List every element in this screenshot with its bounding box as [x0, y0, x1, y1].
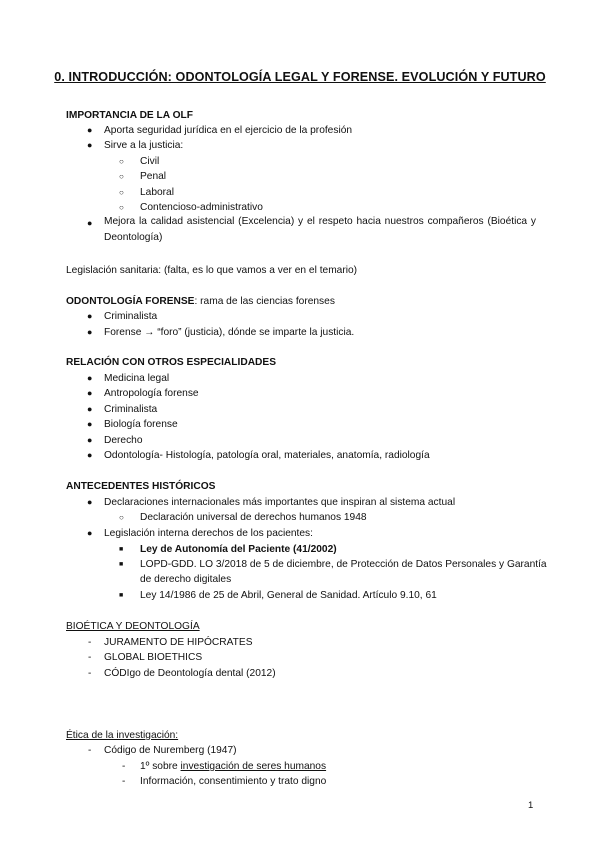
legislacion-note: Legislación sanitaria: (falta, es lo que vamos a ver en el temario): [66, 265, 358, 276]
circle-bullet-icon: ○: [119, 188, 124, 197]
square-bullet-icon: ■: [119, 592, 124, 599]
section-heading-antecedentes: ANTECEDENTES HISTÓRICOS: [66, 481, 216, 492]
bullet-icon: ●: [87, 125, 93, 135]
list-item: Criminalista: [104, 311, 158, 322]
list-item: Antropología forense: [104, 388, 199, 399]
list-item: Odontología- Histología, patología oral, materiales, anatomía, radiología: [104, 450, 430, 461]
bullet-icon: ●: [87, 388, 93, 398]
circle-bullet-icon: ○: [119, 157, 124, 166]
list-item: Biología forense: [104, 419, 178, 430]
circle-bullet-icon: ○: [119, 172, 124, 181]
list-item: Código de Nuremberg (1947): [104, 745, 237, 756]
list-item: Mejora la calidad asistencial (Excelencia) y el respeto hacia nuestros compañeros (Bioética y Deontología): [104, 216, 536, 243]
list-item: Contencioso-administrativo: [140, 202, 263, 213]
page-number: 1: [528, 800, 534, 811]
list-item: GLOBAL BIOETHICS: [104, 652, 203, 663]
list-item-prefix: 1º sobre: [140, 761, 181, 772]
bullet-icon: ●: [87, 419, 93, 429]
dash-bullet-icon: -: [122, 761, 126, 772]
list-item: Declaración universal de derechos humanos 1948: [140, 512, 367, 523]
list-item: Civil: [140, 156, 160, 167]
forense-definition-text: : rama de las ciencias forenses: [194, 296, 335, 307]
bullet-icon: ●: [87, 497, 93, 507]
list-item: JURAMENTO DE HIPÓCRATES: [104, 637, 253, 648]
square-bullet-icon: ■: [119, 546, 124, 553]
section-heading-importancia: IMPORTANCIA DE LA OLF: [66, 110, 193, 121]
square-bullet-icon: ■: [119, 561, 124, 568]
list-item: Aporta seguridad jurídica en el ejercicio de la profesión: [104, 125, 353, 136]
dash-bullet-icon: -: [88, 668, 92, 679]
bullet-icon: ●: [87, 373, 93, 383]
list-item-continuation: de derecho digitales: [140, 574, 232, 585]
list-item: Ley de Autonomía del Paciente (41/2002): [140, 544, 337, 555]
forense-definition: [66, 295, 335, 308]
bullet-icon: ●: [87, 140, 93, 150]
bullet-icon: ●: [87, 404, 93, 414]
section-heading-etica: Ética de la investigación:: [66, 730, 179, 741]
list-item: Sirve a la justicia:: [104, 140, 184, 151]
bullet-icon: ●: [87, 450, 93, 460]
list-item: Forense → “foro” (justicia), dónde se imparte la justicia.: [104, 327, 355, 338]
forense-term: ODONTOLOGÍA FORENSE: [66, 296, 195, 307]
bullet-icon: ●: [87, 528, 93, 538]
bullet-icon: ●: [87, 311, 93, 321]
bullet-icon: ●: [87, 435, 93, 445]
list-item: Derecho: [104, 435, 143, 446]
circle-bullet-icon: ○: [119, 513, 124, 522]
dash-bullet-icon: -: [122, 776, 126, 787]
dash-bullet-icon: -: [88, 652, 92, 663]
list-item: Criminalista: [104, 404, 158, 415]
list-item: Información, consentimiento y trato digno: [140, 776, 327, 787]
document-title: 0. INTRODUCCIÓN: ODONTOLOGÍA LEGAL Y FORENSE. EVOLUCIÓN Y FUTURO: [54, 70, 546, 84]
section-heading-bioetica: BIOÉTICA Y DEONTOLOGÍA: [66, 621, 200, 632]
list-item: Penal: [140, 171, 167, 182]
underlined-phrase: investigación de seres humanos: [180, 761, 327, 772]
list-item: CÓDIgo de Deontología dental (2012): [104, 668, 276, 679]
bullet-icon: ●: [87, 218, 93, 228]
dash-bullet-icon: -: [88, 637, 92, 648]
bullet-icon: ●: [87, 327, 93, 337]
list-item: LOPD-GDD. LO 3/2018 de 5 de diciembre, de Protección de Datos Personales y Garantía: [140, 559, 547, 570]
list-item: Medicina legal: [104, 373, 170, 384]
section-heading-relacion: RELACIÓN CON OTROS ESPECIALIDADES: [66, 357, 276, 368]
list-item: Ley 14/1986 de 25 de Abril, General de Sanidad. Artículo 9.10, 61: [140, 590, 437, 601]
list-item: Laboral: [140, 187, 174, 198]
list-item: Legislación interna derechos de los pacientes:: [104, 528, 313, 539]
list-item: [140, 760, 326, 773]
circle-bullet-icon: ○: [119, 203, 124, 212]
dash-bullet-icon: -: [88, 745, 92, 756]
list-item: Declaraciones internacionales más importantes que inspiran al sistema actual: [104, 497, 456, 508]
